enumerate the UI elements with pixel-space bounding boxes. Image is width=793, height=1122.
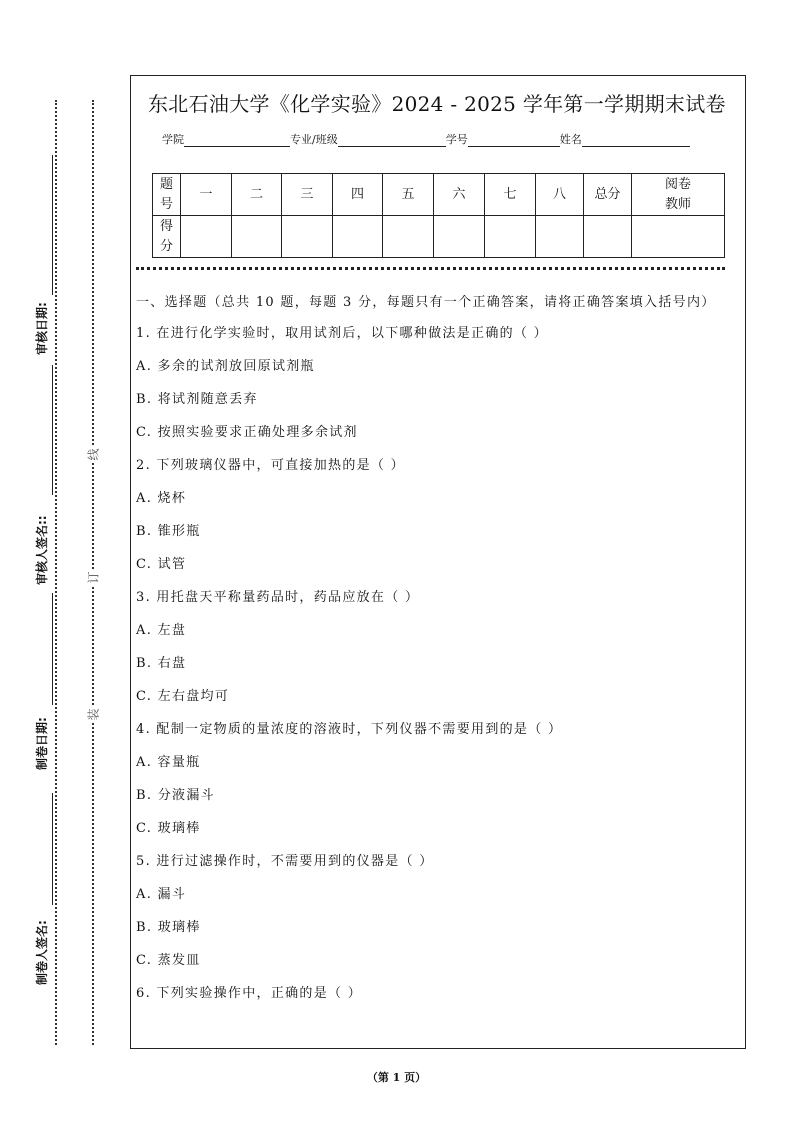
- score-table-header-row: [153, 174, 725, 216]
- margin-dotted-line: [55, 100, 57, 1045]
- student-id-field[interactable]: [468, 133, 560, 147]
- review-date-label: 审核日期:: [35, 302, 49, 355]
- college-label: 学院: [162, 133, 184, 146]
- reviewer-sign-line: [52, 365, 53, 495]
- answer-option[interactable]: B. 锥形瓶: [136, 524, 201, 539]
- header-cell: 题号: [153, 174, 181, 216]
- header-cell: 总分: [584, 174, 632, 216]
- score-row-label: 得分: [153, 216, 181, 258]
- score-table-score-row: [153, 216, 725, 258]
- answer-option[interactable]: C. 按照实验要求正确处理多余试剂: [136, 425, 358, 440]
- score-cell[interactable]: [584, 216, 632, 258]
- question-text: 2. 下列玻璃仪器中，可直接加热的是（ ）: [136, 458, 405, 473]
- score-cell[interactable]: [536, 216, 584, 258]
- student-info: [162, 131, 690, 147]
- section-separator: [136, 267, 725, 270]
- answer-option[interactable]: B. 将试剂随意丢弃: [136, 392, 258, 407]
- header-cell: 二: [232, 174, 282, 216]
- binding-mark-ding: 订: [86, 571, 101, 584]
- header-cell: 阅卷教师: [632, 174, 725, 216]
- header-cell: 四: [333, 174, 383, 216]
- question-text: 3. 用托盘天平称量药品时，药品应放在（ ）: [136, 590, 420, 605]
- answer-option[interactable]: C. 左右盘均可: [136, 689, 230, 704]
- maker-sign-label: 制卷人签名:: [35, 920, 49, 985]
- major-label: 专业/班级: [290, 133, 338, 146]
- answer-option[interactable]: B. 玻璃棒: [136, 920, 201, 935]
- binding-mark-xian: 线: [86, 448, 101, 461]
- score-cell[interactable]: [232, 216, 282, 258]
- question-text: 4. 配制一定物质的量浓度的溶液时，下列仪器不需要用到的是（ ）: [136, 722, 563, 737]
- answer-option[interactable]: C. 蒸发皿: [136, 953, 201, 968]
- score-cell[interactable]: [333, 216, 383, 258]
- answer-option[interactable]: A. 多余的试剂放回原试剂瓶: [136, 359, 315, 374]
- answer-option[interactable]: B. 右盘: [136, 656, 187, 671]
- score-cell[interactable]: [181, 216, 232, 258]
- margin-signatures: [30, 148, 54, 1048]
- header-cell: 八: [536, 174, 584, 216]
- answer-option[interactable]: A. 容量瓶: [136, 755, 201, 770]
- header-cell: 七: [485, 174, 536, 216]
- student-id-label: 学号: [445, 133, 468, 146]
- header-cell: 三: [282, 174, 333, 216]
- binding-mark-zhuang: 装: [86, 708, 101, 721]
- header-cell: 一: [181, 174, 232, 216]
- reviewer-sign-label: 审核人签名::: [35, 515, 49, 585]
- make-date-line: [52, 593, 53, 705]
- header-cell: 五: [383, 174, 434, 216]
- make-date-label: 制卷日期:: [35, 717, 49, 770]
- score-cell[interactable]: [485, 216, 536, 258]
- answer-option[interactable]: C. 试管: [136, 557, 187, 572]
- major-field[interactable]: [338, 133, 446, 147]
- review-date-line: [52, 155, 53, 295]
- answer-option[interactable]: A. 烧杯: [136, 491, 187, 506]
- score-cell[interactable]: [632, 216, 725, 258]
- score-cell[interactable]: [383, 216, 434, 258]
- page-number: （第 1 页）: [366, 1071, 427, 1084]
- header-cell: 六: [434, 174, 485, 216]
- answer-option[interactable]: A. 左盘: [136, 623, 187, 638]
- section-heading: 一、选择题（总共 10 题，每题 3 分，每题只有一个正确答案，请将正确答案填入括号内）: [136, 295, 716, 310]
- name-label: 姓名: [559, 133, 582, 146]
- answer-option[interactable]: C. 玻璃棒: [136, 821, 201, 836]
- answer-option[interactable]: B. 分液漏斗: [136, 788, 215, 803]
- maker-sign-line: [52, 793, 53, 905]
- score-table: [152, 173, 725, 258]
- score-cell[interactable]: [434, 216, 485, 258]
- score-cell[interactable]: [282, 216, 333, 258]
- questions: [136, 292, 736, 1017]
- name-field[interactable]: [582, 133, 690, 147]
- question-list: [136, 324, 736, 1017]
- college-field[interactable]: [184, 133, 290, 147]
- question-text: 6. 下列实验操作中，正确的是（ ）: [136, 986, 363, 1001]
- question-text: 5. 进行过滤操作时，不需要用到的仪器是（ ）: [136, 854, 434, 869]
- page-title: 东北石油大学《化学实验》2024 - 2025 学年第一学期期末试卷: [148, 92, 726, 116]
- question-text: 1. 在进行化学实验时，取用试剂后，以下哪种做法是正确的（ ）: [136, 326, 548, 341]
- answer-option[interactable]: A. 漏斗: [136, 887, 187, 902]
